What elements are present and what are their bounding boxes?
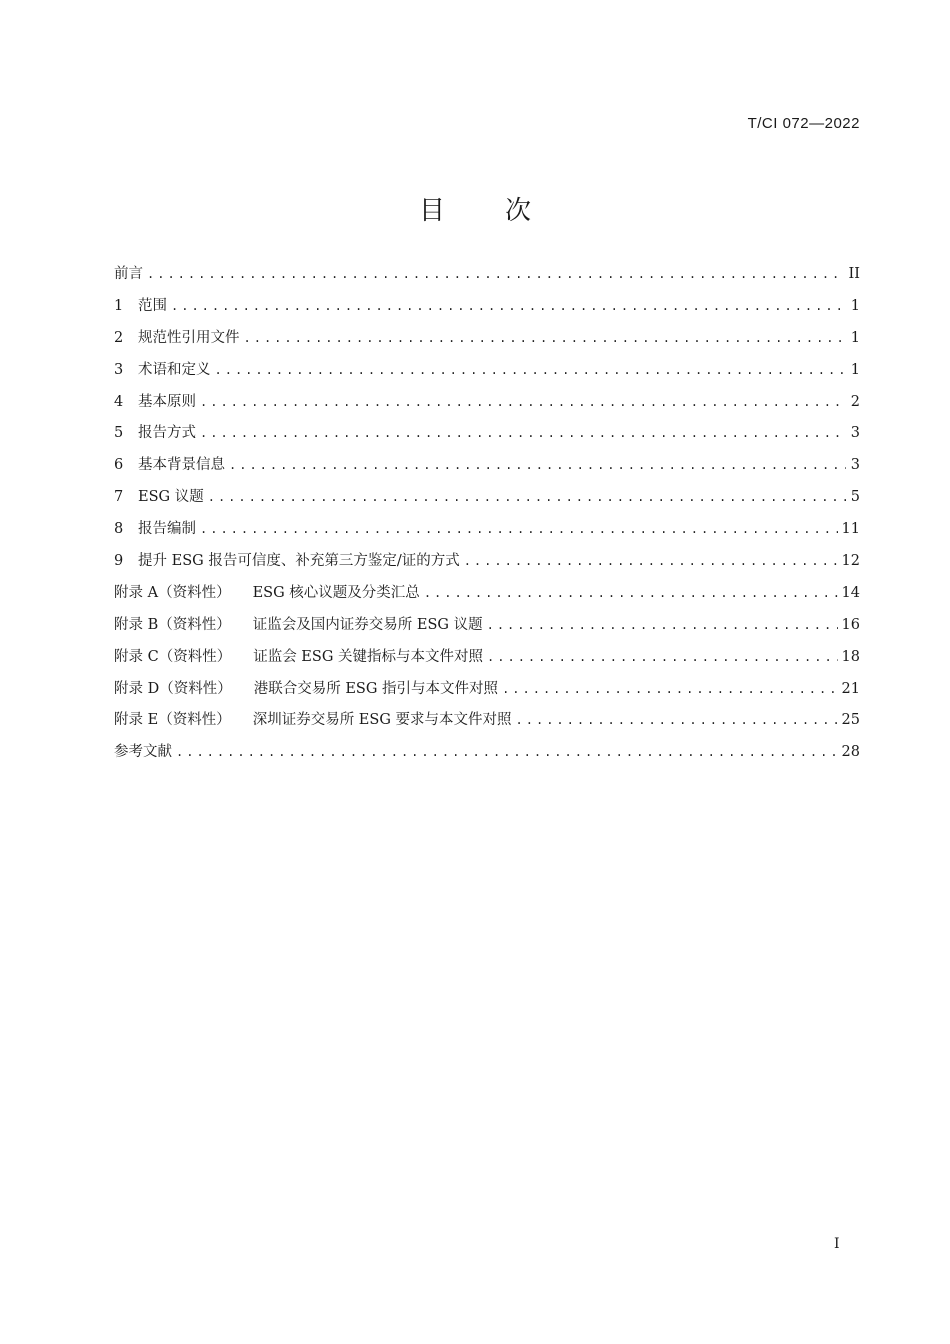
dot-leader xyxy=(424,586,838,600)
dot-leader xyxy=(502,682,837,696)
toc-item-2[interactable] xyxy=(114,326,860,358)
toc-item-appendix-a[interactable] xyxy=(114,581,860,613)
dot-leader xyxy=(229,458,846,472)
section-number: 7 xyxy=(114,489,124,506)
document-code: T/CI 072—2022 xyxy=(747,115,860,132)
toc-item-foreword[interactable] xyxy=(114,262,860,294)
appendix-title: 深圳证券交易所 ESG 要求与本文件对照 xyxy=(252,712,512,729)
section-number: 8 xyxy=(114,521,124,538)
toc-item-appendix-d[interactable] xyxy=(114,677,860,709)
section-title: 规范性引用文件 xyxy=(138,329,240,346)
toc-label xyxy=(114,390,196,411)
section-number: 1 xyxy=(114,297,124,314)
toc-label xyxy=(114,517,196,538)
toc-page-number: 5 xyxy=(850,489,860,506)
appendix-prefix: 附录 C（资料性） xyxy=(114,648,232,665)
toc-page-number: 1 xyxy=(850,297,860,314)
dot-leader xyxy=(208,490,846,504)
toc-page-number: 11 xyxy=(841,521,860,538)
toc-label xyxy=(114,421,196,442)
toc-label: 前言 xyxy=(114,266,143,282)
toc-label xyxy=(114,708,512,729)
toc-label xyxy=(114,326,240,347)
appendix-title: 港联合交易所 ESG 指引与本文件对照 xyxy=(253,680,499,697)
section-title: 基本原则 xyxy=(138,393,196,410)
toc-item-5[interactable] xyxy=(114,421,860,453)
section-number: 9 xyxy=(114,553,124,570)
toc-item-1[interactable] xyxy=(114,294,860,326)
dot-leader xyxy=(215,363,847,377)
toc-item-appendix-e[interactable] xyxy=(114,708,860,740)
section-number: 5 xyxy=(114,425,124,442)
dot-leader xyxy=(516,713,838,727)
dot-leader xyxy=(487,650,838,664)
toc-page-number: 3 xyxy=(850,457,860,474)
appendix-prefix: 附录 A（资料性） xyxy=(114,584,231,601)
toc-page-number: II xyxy=(848,266,860,282)
dot-leader xyxy=(487,618,838,632)
toc-item-4[interactable] xyxy=(114,390,860,422)
section-number: 2 xyxy=(114,329,124,346)
toc-page-number: 2 xyxy=(850,393,860,410)
toc-label xyxy=(114,294,167,315)
toc-label xyxy=(114,613,483,634)
toc-label xyxy=(114,453,225,474)
toc-item-3[interactable] xyxy=(114,358,860,390)
dot-leader xyxy=(464,554,838,568)
section-title: 提升 ESG 报告可信度、补充第三方鉴定/证的方式 xyxy=(138,553,460,570)
dot-leader xyxy=(176,745,838,759)
toc-item-appendix-b[interactable] xyxy=(114,613,860,645)
dot-leader xyxy=(147,267,845,281)
section-number: 3 xyxy=(114,361,124,378)
toc-page-number: 1 xyxy=(850,361,860,378)
toc-label xyxy=(114,581,420,602)
toc-item-references[interactable] xyxy=(114,740,860,772)
dot-leader xyxy=(200,426,846,440)
appendix-prefix: 附录 B（资料性） xyxy=(114,616,231,633)
title-part-2: 次 xyxy=(505,196,532,226)
toc-page-number: 28 xyxy=(841,744,860,761)
toc-page-number: 18 xyxy=(841,648,860,665)
appendix-prefix: 附录 E（资料性） xyxy=(114,712,231,729)
toc-page-number: 25 xyxy=(841,712,860,729)
toc-item-appendix-c[interactable] xyxy=(114,645,860,677)
toc-label xyxy=(114,485,204,506)
toc-page-number: 16 xyxy=(841,616,860,633)
section-title: ESG 议题 xyxy=(138,489,204,506)
toc-label xyxy=(114,549,460,570)
toc-item-6[interactable] xyxy=(114,453,860,485)
appendix-title: 证监会 ESG 关键指标与本文件对照 xyxy=(253,648,484,665)
toc-label: 参考文献 xyxy=(114,744,172,761)
toc-item-8[interactable] xyxy=(114,517,860,549)
section-title: 术语和定义 xyxy=(138,361,211,378)
section-title: 报告方式 xyxy=(138,425,196,442)
appendix-prefix: 附录 D（资料性） xyxy=(114,680,232,697)
dot-leader xyxy=(244,331,847,345)
toc-label xyxy=(114,645,483,666)
section-title: 基本背景信息 xyxy=(138,457,225,474)
dot-leader xyxy=(171,299,846,313)
section-number: 6 xyxy=(114,457,124,474)
appendix-title: ESG 核心议题及分类汇总 xyxy=(252,584,420,601)
toc-item-7[interactable] xyxy=(114,485,860,517)
toc-label xyxy=(114,358,211,379)
toc-page-number: 3 xyxy=(850,425,860,442)
toc-page-number: 12 xyxy=(841,553,860,570)
toc-item-9[interactable] xyxy=(114,549,860,581)
section-title: 报告编制 xyxy=(138,521,196,538)
title-part-1: 目 xyxy=(418,196,445,226)
toc-label xyxy=(114,677,498,698)
toc-page-number: 21 xyxy=(841,680,860,697)
dot-leader xyxy=(200,522,838,536)
appendix-title: 证监会及国内证券交易所 ESG 议题 xyxy=(252,616,483,633)
page-number: I xyxy=(834,1236,840,1252)
section-title: 范围 xyxy=(138,297,167,314)
table-of-contents xyxy=(114,262,860,772)
toc-page-number: 1 xyxy=(850,329,860,346)
toc-page-number: 14 xyxy=(841,584,860,601)
dot-leader xyxy=(200,395,846,409)
page-title xyxy=(0,190,950,227)
section-number: 4 xyxy=(114,393,124,410)
